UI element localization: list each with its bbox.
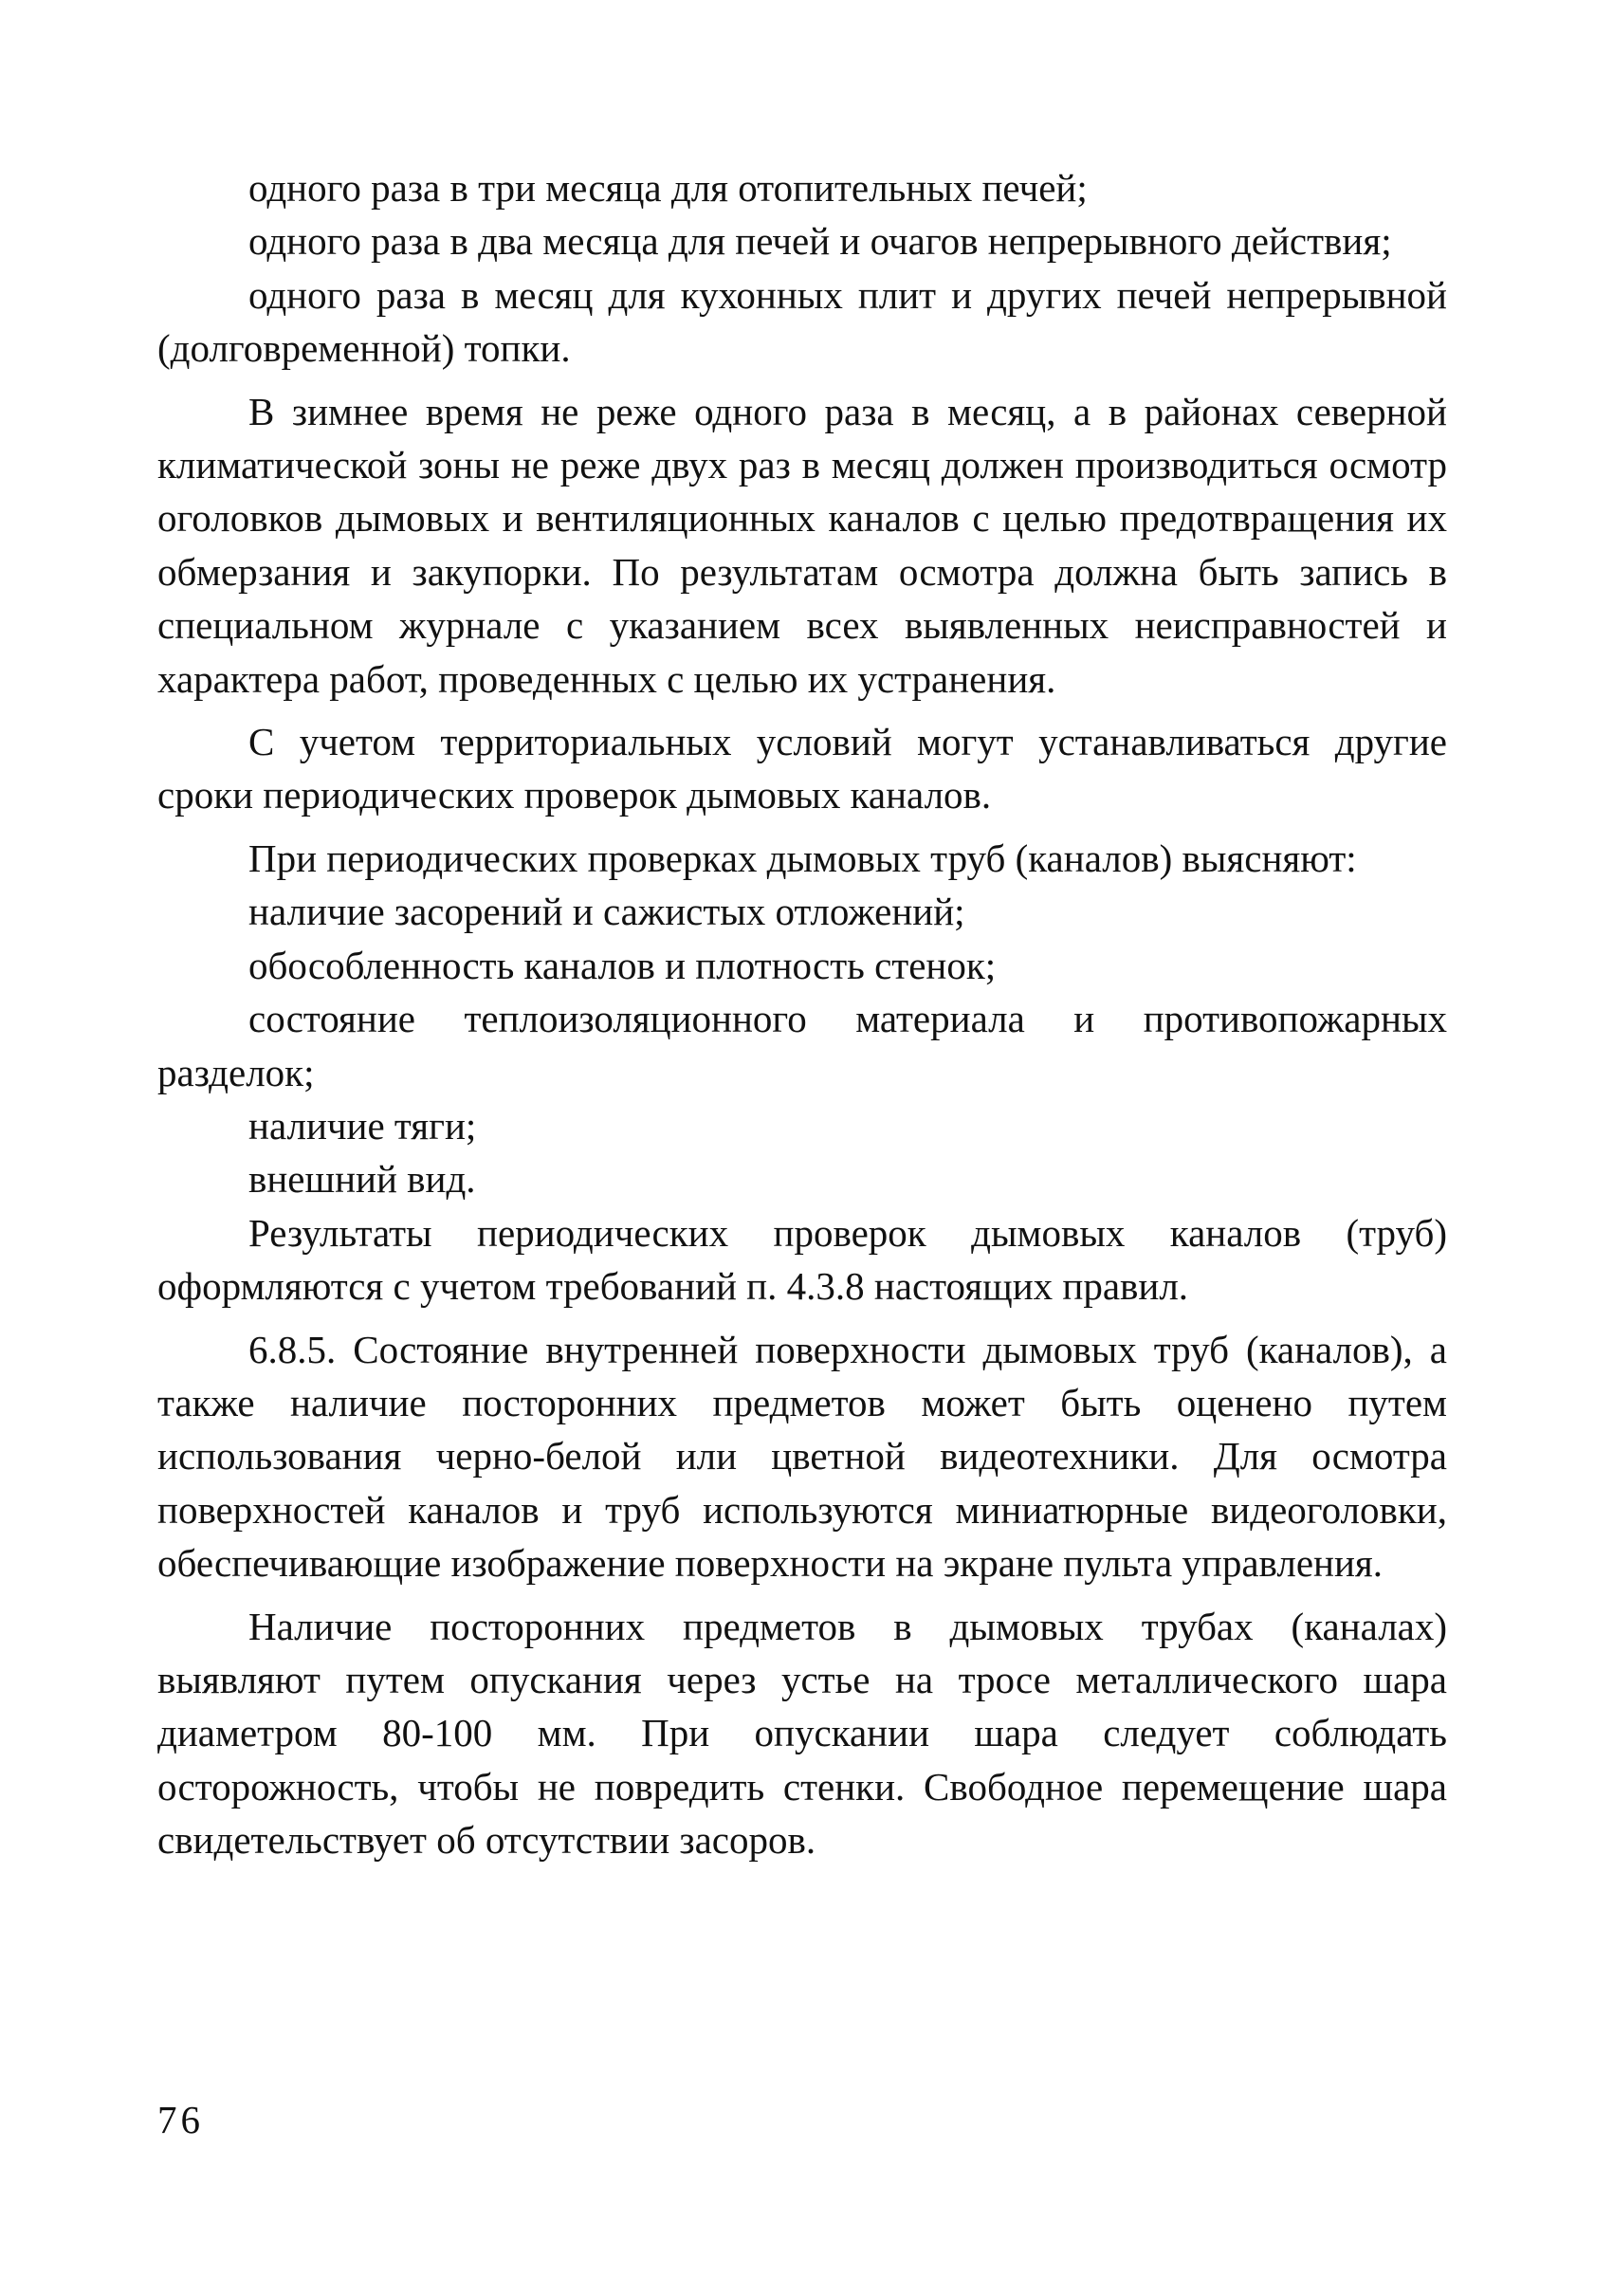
paragraph-section-6-8-5: 6.8.5. Состояние внутренней поверхности дымовых труб (каналов), а также наличие посторонних предметов может быть оценено путем использования черно-белой или цветной видеотехники. Для осмотра поверхностей каналов и труб используются миниатюрные видеоголовки, обеспечивающие изображение поверхности на экране пульта управления. [157,1327,1447,1586]
list-item-blockages: наличие засорений и сажистых отложений; [248,890,965,934]
paragraph-results-documentation: Результаты периодических проверок дымовых каналов (труб) оформляются с учетом требований п. 4.3.8 настоящих правил. [157,1210,1447,1309]
page-number: 76 [157,2098,204,2141]
paragraph-territorial-conditions: С учетом территориальных условий могут устанавливаться другие сроки периодических проверок дымовых каналов. [157,720,1447,817]
paragraph-heating-stoves: одного раза в три месяца для отопительных печей; [248,166,1088,210]
list-item-insulation-state: состояние теплоизоляционного материала и противопожарных разделок; [157,997,1447,1094]
paragraph-kitchen-stoves: одного раза в месяц для кухонных плит и других печей непрерывной (долговременной) топки. [157,272,1447,371]
list-item-channel-isolation: обособленность каналов и плотность стенок; [248,943,997,987]
list-item-appearance: внешний вид. [248,1157,476,1202]
paragraph-winter-inspection: В зимнее время не реже одного раза в месяц, а в районах северной климатической зоны не реже двух раз в месяц должен производиться осмотр оголовков дымовых и вентиляционных каналов с целью предотвращения их обмерзания и закупорки. По результатам осмотра должна быть запись в специальном журнале с указанием всех выявленных неисправностей и характера работ, проведенных с целью их устранения. [157,389,1447,701]
list-item-draft: наличие тяги; [248,1103,477,1148]
paragraph-foreign-objects: Наличие посторонних предметов в дымовых трубах (каналах) выявляют путем опускания через устье на тросе металлического шара диаметром 80-100 мм. При опускании шара следует соблюдать осторожность, чтобы не повредить стенки. Свободное перемещение шара свидетельствует об отсутствии засоров. [157,1604,1447,1863]
paragraph-periodic-checks-intro: При периодических проверках дымовых труб (каналов) выясняют: [248,836,1357,880]
paragraph-continuous-stoves: одного раза в два месяца для печей и очагов непрерывного действия; [248,219,1392,264]
body-text [157,161,1447,1867]
